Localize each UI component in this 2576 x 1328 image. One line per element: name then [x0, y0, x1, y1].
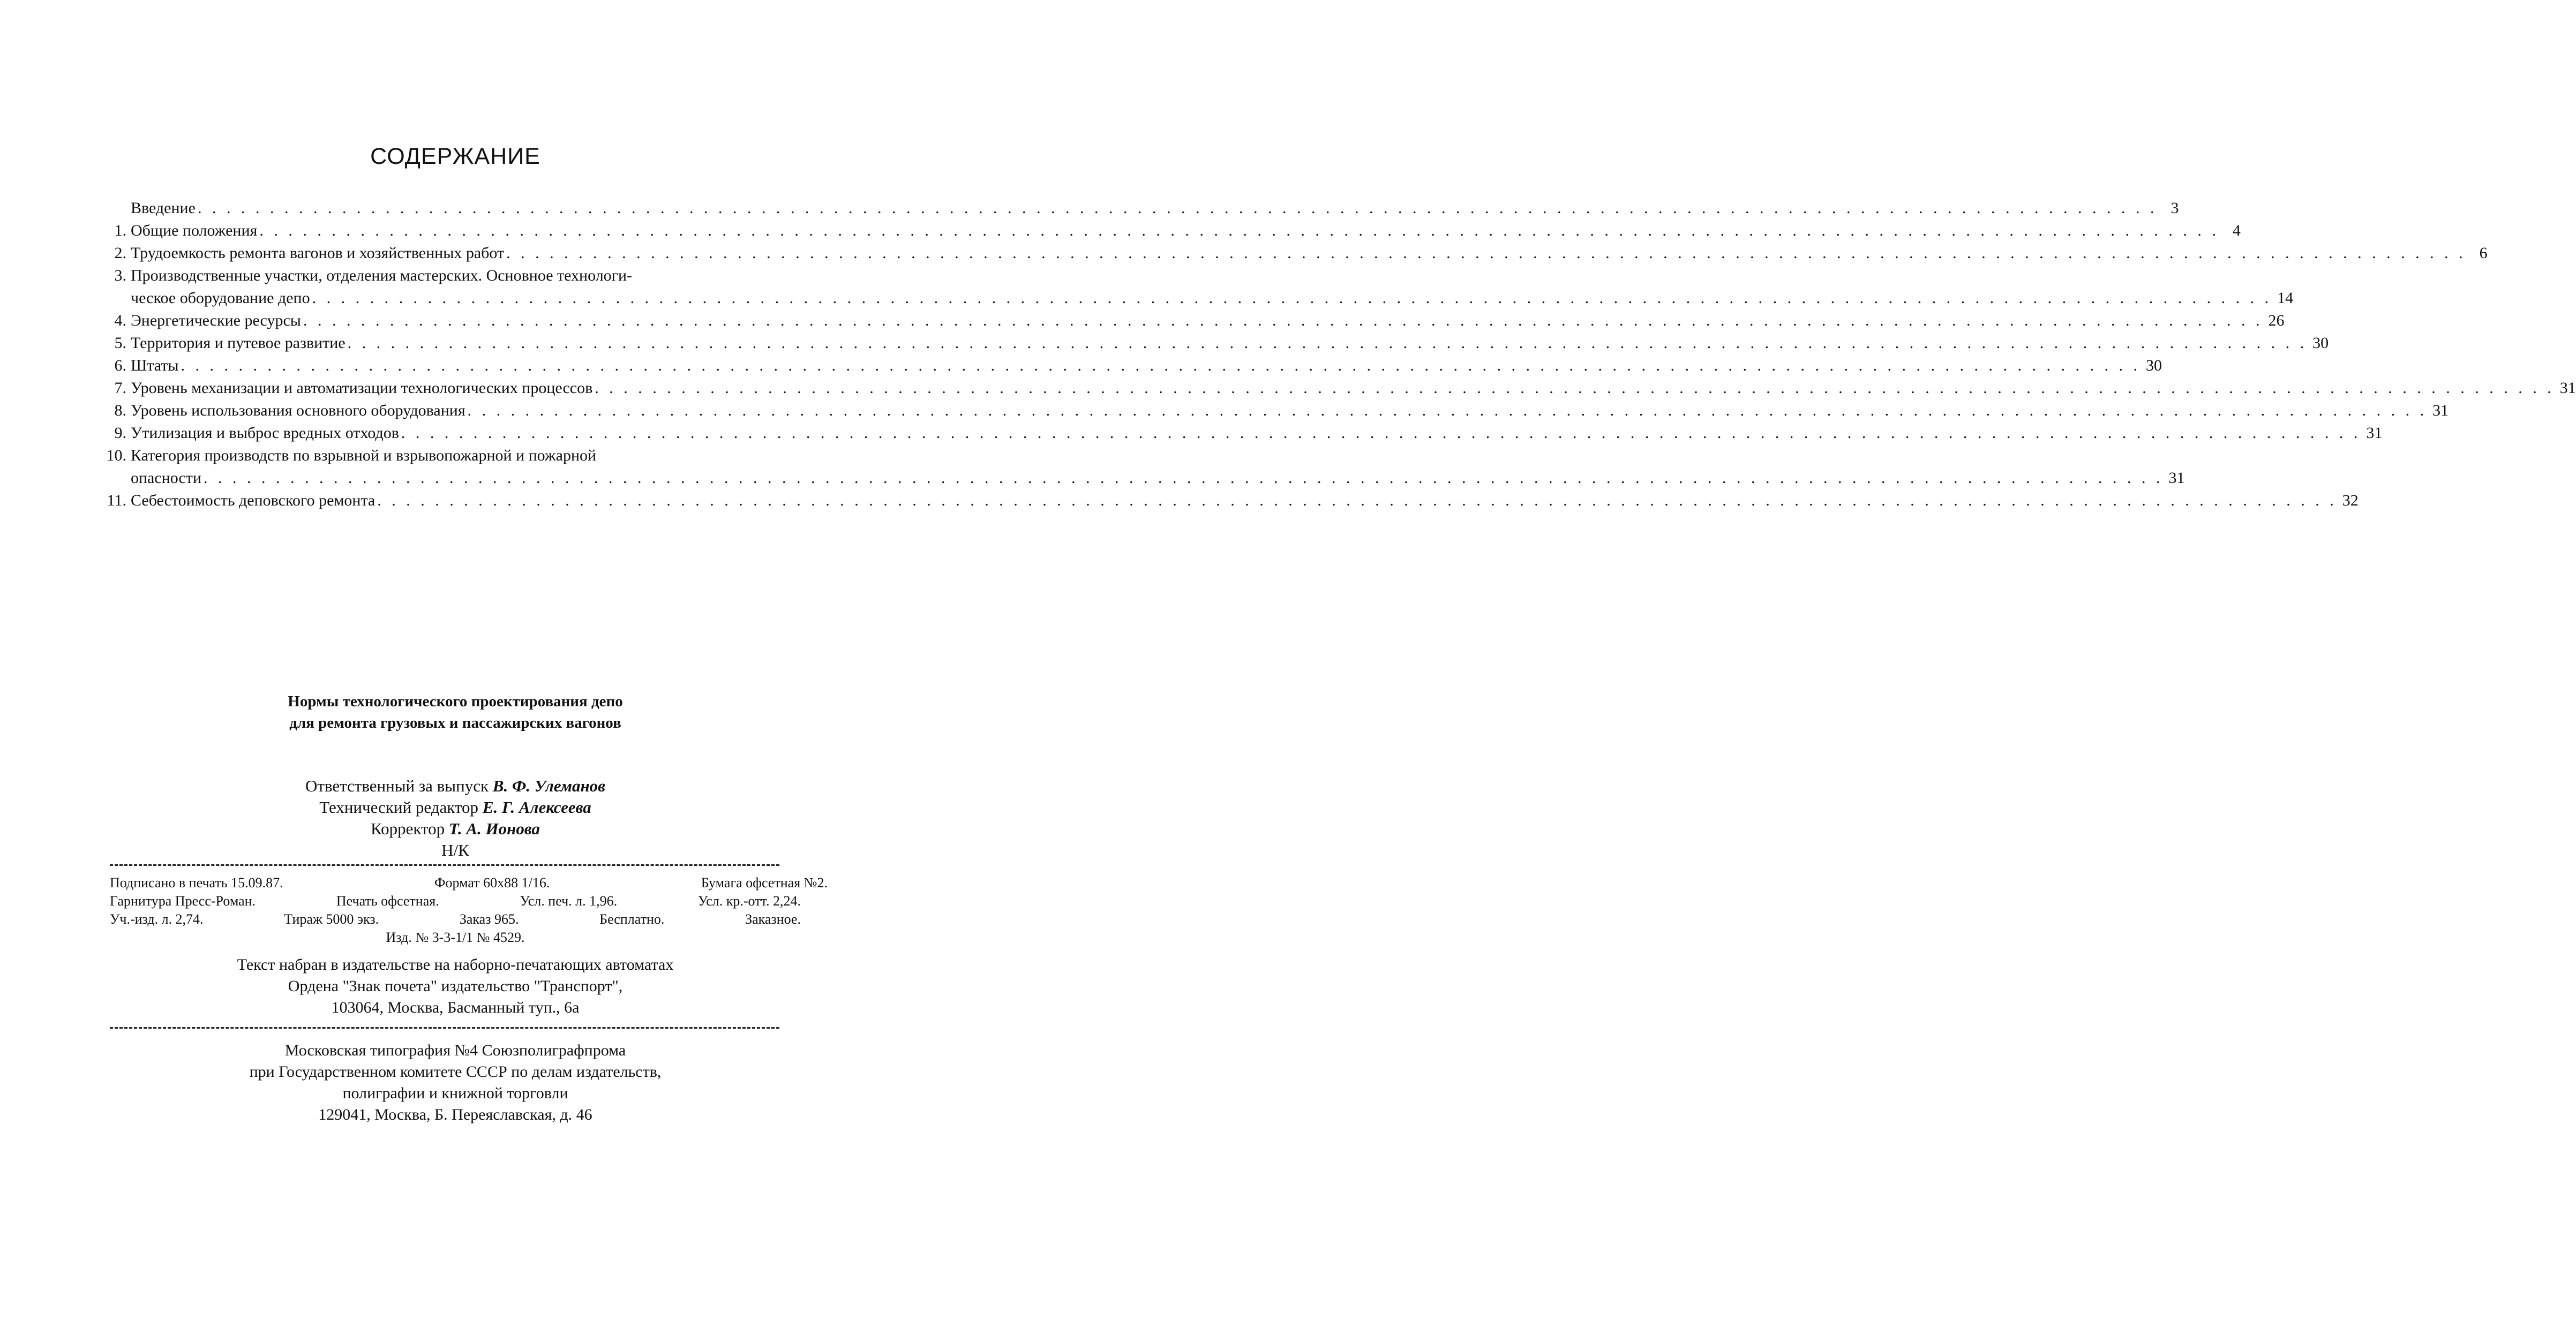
toc-leader-dots: [198, 197, 2158, 220]
tech-editor-label: Технический редактор: [319, 798, 479, 817]
toc-page-number: 30: [2312, 334, 2329, 352]
toc-entry-number: 6.: [114, 357, 126, 374]
toc-entry-number: 3.: [114, 267, 126, 284]
toc-entry: [101, 310, 2285, 332]
toc-leader-dots: [303, 310, 2263, 332]
toc-entry-title: Себестоимость деповского ремонта: [131, 492, 375, 509]
toc-entry-title: Категория производств по взрывной и взрывопожарной и пожарной: [131, 447, 597, 464]
toc-leader-dots: [506, 242, 2466, 265]
toc-entry-title: Территория и путевое развитие: [131, 334, 346, 352]
responsible-name: В. Ф. Улеманов: [492, 776, 606, 795]
toc-entry: [101, 354, 2162, 377]
toc-entry-title: Уровень механизации и автоматизации технологических процессов: [131, 379, 593, 397]
toc-page-number: 3: [2171, 199, 2179, 217]
nk-mark: Н/К: [441, 841, 469, 859]
imprint-row-2: [110, 892, 801, 910]
credits: [0, 775, 911, 861]
toc-entry: [101, 197, 2179, 220]
toc-page-number: 31: [2168, 469, 2185, 487]
toc-entry-title: Уровень использования основного оборудования: [131, 402, 465, 419]
toc-leader-dots: [468, 399, 2428, 422]
imprint-sheets: Усл. печ. л. 1,96.: [520, 893, 618, 909]
publisher-line-2: Ордена "Знак почета" издательство "Транспорт",: [288, 977, 623, 995]
book-title-line-2: для ремонта грузовых и пассажирских вагонов: [289, 714, 621, 731]
imprint-custom: Заказное.: [745, 911, 801, 927]
toc-leader-dots: [348, 332, 2308, 354]
tech-editor-credit: [0, 797, 911, 818]
toc-page-number: 26: [2268, 312, 2285, 329]
imprint-order: Заказ 965.: [459, 911, 519, 927]
toc-page-number: 4: [2232, 222, 2241, 239]
toc-entry: [101, 265, 2294, 310]
toc-entry-title: Общие положения: [131, 222, 258, 239]
imprint-print: Печать офсетная.: [336, 893, 439, 909]
toc-leader-dots: [595, 377, 2555, 399]
toc-page-number: 30: [2146, 357, 2162, 374]
divider-top: [110, 864, 779, 866]
imprint-free: Бесплатно.: [599, 911, 665, 927]
toc-page-number: 31: [2559, 379, 2576, 397]
book-title-line-1: Нормы технологического проектирования депо: [288, 693, 623, 710]
toc-title: СОДЕРЖАНИЕ: [370, 144, 540, 169]
toc-entry: [101, 444, 2185, 489]
printer-line-1: Московская типография №4 Союзполиграфпрома: [284, 1042, 626, 1059]
toc-leader-dots: [377, 489, 2337, 512]
toc-page-number: 6: [2479, 244, 2488, 262]
toc-leader-dots: [181, 354, 2141, 377]
printer-line-2: при Государственном комитете СССР по делам издательств,: [249, 1063, 662, 1081]
toc-entry: [101, 399, 2449, 422]
responsible-label: Ответственный за выпуск: [305, 776, 489, 795]
tech-editor-name: Е. Г. Алексеева: [482, 798, 591, 817]
proofreader-credit: [0, 818, 911, 840]
book-title: [0, 691, 911, 734]
imprint-print-run: Тираж 5000 экз.: [284, 911, 379, 927]
toc-entry: [101, 332, 2329, 354]
toc-entry: [101, 422, 2383, 444]
toc-leader-dots: [401, 422, 2361, 444]
toc-entry-title: ческое оборудование депо: [131, 289, 310, 307]
printer-info: [0, 1040, 911, 1126]
toc-leader-dots: [204, 467, 2164, 489]
toc-entry-number: 11.: [107, 492, 126, 509]
toc-entry-title: Введение: [131, 199, 196, 217]
imprint-block: [110, 874, 828, 947]
publisher-line-3: 103064, Москва, Басманный туп., 6а: [331, 999, 580, 1016]
publisher-info: [0, 954, 911, 1018]
toc-entry-number: 8.: [114, 402, 126, 419]
toc-page-number: 31: [2432, 402, 2449, 419]
toc-entry-number: 9.: [114, 424, 126, 442]
imprint-paper: Бумага офсетная №2.: [701, 875, 828, 891]
toc-entry-number: 1.: [114, 222, 126, 239]
imprint-color-sheets: Усл. кр.-отт. 2,24.: [697, 893, 801, 909]
imprint-row-1: [110, 874, 828, 892]
publisher-line-1: Текст набран в издательстве на наборно-печатающих автоматах: [237, 956, 674, 974]
imprint-typeface: Гарнитура Пресс-Роман.: [110, 893, 256, 909]
imprint-signed: Подписано в печать 15.09.87.: [110, 875, 283, 891]
proofreader-name: Т. А. Ионова: [448, 819, 540, 838]
toc-entry-number: 2.: [114, 244, 126, 262]
imprint-row-3: [110, 910, 801, 929]
toc-entry: [101, 220, 2241, 242]
toc-entry-number: 10.: [106, 447, 126, 464]
toc-leader-dots: [259, 220, 2219, 242]
toc-entry-title: Трудоемкость ремонта вагонов и хозяйственных работ: [131, 244, 505, 262]
toc-entry-title: Энергетические ресурсы: [131, 312, 301, 329]
toc-page-number: 31: [2366, 424, 2383, 442]
toc-entry-number: 7.: [114, 379, 126, 397]
imprint-edition-number: Изд. № 3-3-1/1 № 4529.: [386, 930, 525, 945]
printer-line-4: 129041, Москва, Б. Переяславская, д. 46: [318, 1106, 592, 1123]
toc-entry: [101, 489, 2359, 512]
toc-entry-title: Утилизация и выброс вредных отходов: [131, 424, 399, 442]
proofreader-label: Корректор: [370, 819, 445, 838]
toc-page-number: 32: [2342, 492, 2359, 509]
divider-bottom: [110, 1027, 779, 1029]
printer-line-3: полиграфии и книжной торговли: [342, 1084, 568, 1102]
toc-entry-number: 5.: [114, 334, 126, 352]
responsible-credit: [0, 775, 911, 797]
toc-leader-dots: [312, 287, 2272, 310]
toc-page-number: 14: [2277, 289, 2294, 307]
toc-entry-title: Штаты: [131, 357, 179, 374]
toc-entry: [101, 377, 2576, 399]
toc-entry-number: 4.: [114, 312, 126, 329]
imprint-edition-sheets: Уч.-изд. л. 2,74.: [110, 911, 204, 927]
table-of-contents: [101, 197, 2576, 512]
toc-entry-title: Производственные участки, отделения мастерских. Основное технологи-: [131, 267, 633, 284]
toc-entry-title: опасности: [131, 469, 201, 487]
toc-entry: [101, 242, 2488, 265]
imprint-format: Формат 60х88 1/16.: [434, 875, 550, 891]
